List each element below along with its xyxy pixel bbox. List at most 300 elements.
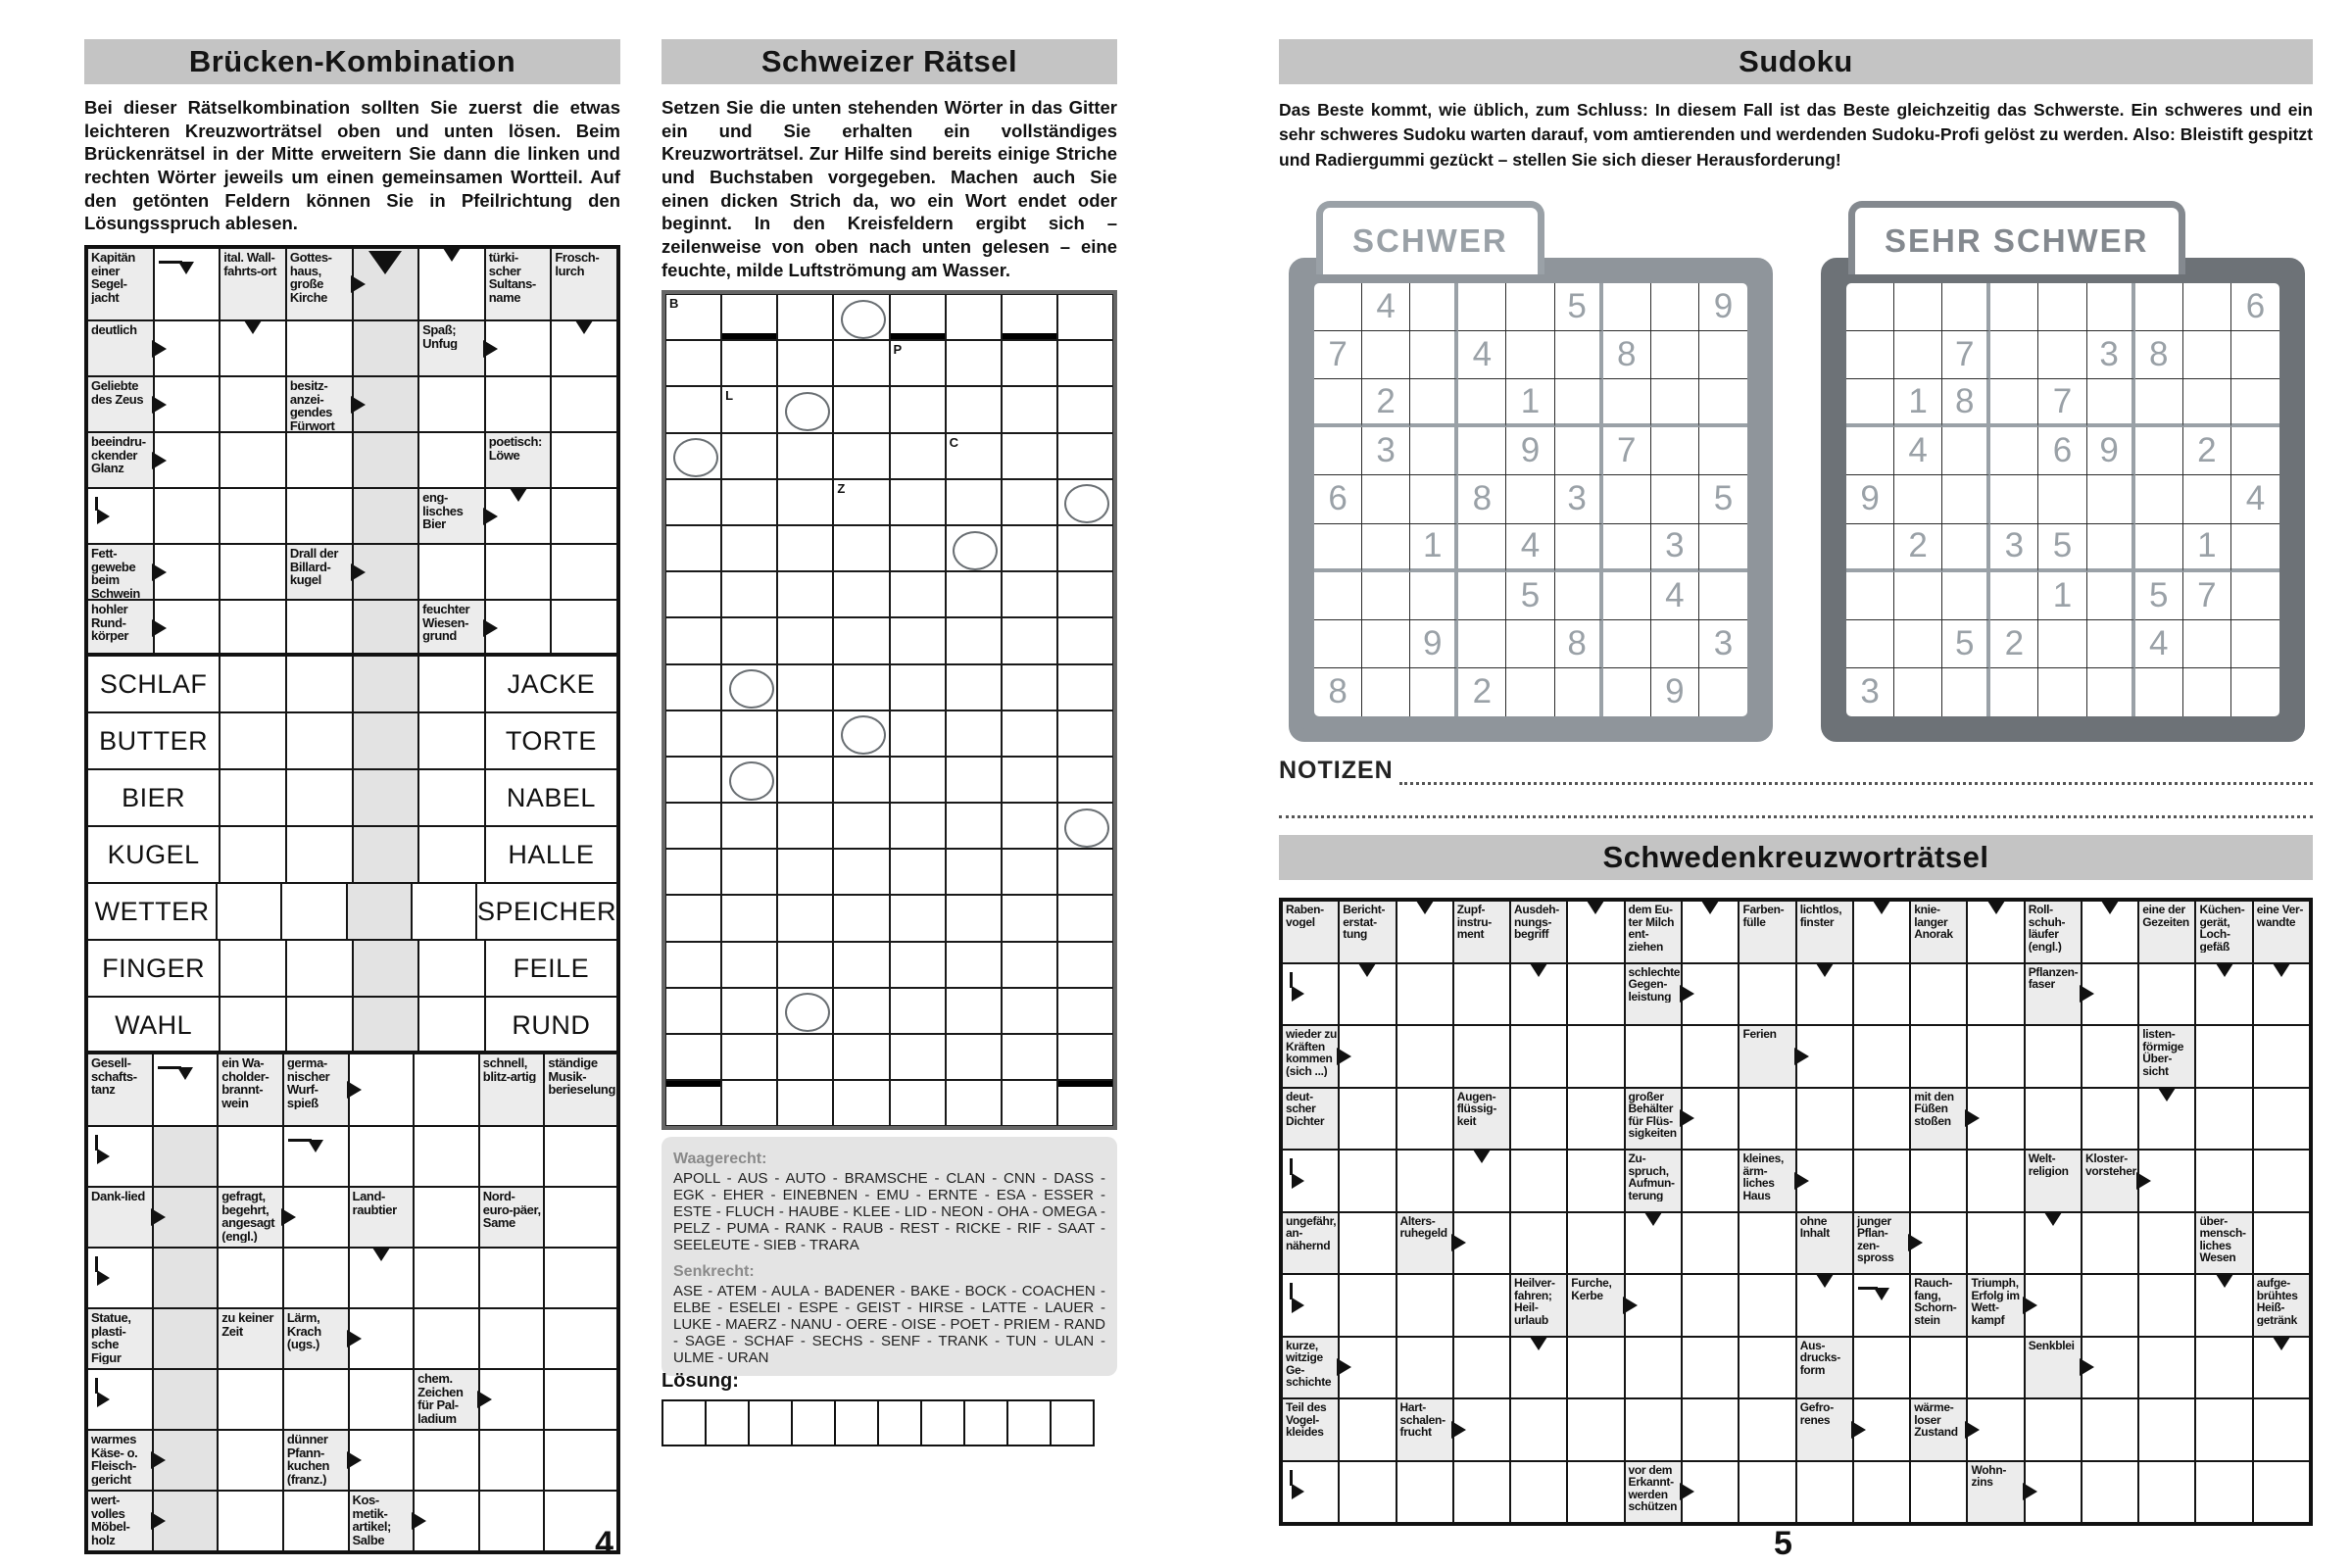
- fill-in-cell[interactable]: [665, 433, 721, 479]
- answer-cell[interactable]: [1853, 1025, 1910, 1088]
- bridge-cell[interactable]: [418, 712, 485, 769]
- fill-in-cell[interactable]: [1002, 294, 1057, 340]
- fill-in-cell[interactable]: [946, 664, 1002, 710]
- fill-in-cell[interactable]: [890, 340, 946, 386]
- fill-in-cell[interactable]: [890, 849, 946, 895]
- answer-cell[interactable]: [153, 1369, 219, 1430]
- sudoku-empty-cell[interactable]: [1894, 572, 1942, 620]
- sudoku-empty-cell[interactable]: [1651, 620, 1699, 668]
- fill-in-cell[interactable]: [721, 433, 777, 479]
- answer-cell[interactable]: [2195, 963, 2252, 1026]
- answer-cell[interactable]: [1853, 1337, 1910, 1399]
- sudoku-empty-cell[interactable]: [1410, 283, 1458, 331]
- fill-in-cell[interactable]: [777, 1080, 833, 1126]
- answer-cell[interactable]: [1567, 1150, 1624, 1212]
- sudoku-empty-cell[interactable]: [1894, 283, 1942, 331]
- answer-cell[interactable]: [1967, 1025, 2024, 1088]
- answer-cell[interactable]: [87, 1126, 153, 1187]
- answer-cell[interactable]: [1853, 901, 1910, 963]
- fill-in-cell[interactable]: [833, 617, 889, 663]
- fill-in-cell[interactable]: [890, 479, 946, 525]
- fill-in-cell[interactable]: [1002, 340, 1057, 386]
- fill-in-cell[interactable]: [1057, 525, 1113, 571]
- answer-cell[interactable]: [414, 1248, 479, 1308]
- solution-letter-box[interactable]: [834, 1399, 880, 1446]
- sudoku-empty-cell[interactable]: [1314, 379, 1362, 427]
- solution-letter-box[interactable]: [877, 1399, 923, 1446]
- sudoku-empty-cell[interactable]: [2231, 572, 2279, 620]
- answer-cell[interactable]: [479, 1248, 545, 1308]
- sudoku-empty-cell[interactable]: [2231, 331, 2279, 379]
- sudoku-empty-cell[interactable]: [2135, 427, 2183, 475]
- answer-cell[interactable]: [544, 1187, 617, 1248]
- fill-in-cell[interactable]: [890, 1034, 946, 1080]
- answer-cell[interactable]: [2138, 1337, 2195, 1399]
- answer-cell[interactable]: [2253, 1088, 2310, 1151]
- sudoku-empty-cell[interactable]: [2038, 620, 2086, 668]
- sudoku-empty-cell[interactable]: [1410, 668, 1458, 716]
- answer-cell[interactable]: [1910, 1150, 1967, 1212]
- answer-cell[interactable]: [2253, 1337, 2310, 1399]
- answer-cell[interactable]: [551, 376, 617, 432]
- sudoku-empty-cell[interactable]: [1990, 572, 2038, 620]
- sudoku-empty-cell[interactable]: [1846, 331, 1894, 379]
- answer-cell[interactable]: [2082, 1088, 2138, 1151]
- answer-cell[interactable]: [2138, 963, 2195, 1026]
- fill-in-cell[interactable]: [946, 942, 1002, 988]
- fill-in-cell[interactable]: [777, 386, 833, 432]
- sudoku-empty-cell[interactable]: [1990, 427, 2038, 475]
- sudoku-empty-cell[interactable]: [1555, 572, 1603, 620]
- answer-cell[interactable]: [1510, 1337, 1567, 1399]
- answer-cell[interactable]: [479, 1430, 545, 1491]
- answer-cell[interactable]: [2195, 1398, 2252, 1461]
- answer-cell[interactable]: [2138, 1212, 2195, 1275]
- sudoku-empty-cell[interactable]: [2038, 331, 2086, 379]
- solution-letter-box[interactable]: [963, 1399, 1009, 1446]
- answer-cell[interactable]: [1339, 1088, 1396, 1151]
- sudoku-empty-cell[interactable]: [1603, 379, 1651, 427]
- bridge-cell[interactable]: [353, 769, 419, 826]
- answer-cell[interactable]: [1796, 963, 1853, 1026]
- fill-in-cell[interactable]: [777, 617, 833, 663]
- fill-in-cell[interactable]: [833, 849, 889, 895]
- fill-in-cell[interactable]: [833, 895, 889, 941]
- fill-in-cell[interactable]: [777, 849, 833, 895]
- answer-cell[interactable]: [2138, 1088, 2195, 1151]
- sudoku-empty-cell[interactable]: [1699, 572, 1747, 620]
- sudoku-empty-cell[interactable]: [1699, 668, 1747, 716]
- fill-in-cell[interactable]: [890, 757, 946, 803]
- fill-in-cell[interactable]: [1002, 479, 1057, 525]
- fill-in-cell[interactable]: [721, 294, 777, 340]
- bridge-cell[interactable]: [286, 656, 353, 712]
- answer-cell[interactable]: [1739, 1274, 1795, 1337]
- fill-in-cell[interactable]: [665, 757, 721, 803]
- fill-in-cell[interactable]: [777, 294, 833, 340]
- sudoku-empty-cell[interactable]: [1314, 283, 1362, 331]
- fill-in-cell[interactable]: [721, 1034, 777, 1080]
- answer-cell[interactable]: [1396, 963, 1453, 1026]
- fill-in-cell[interactable]: [890, 988, 946, 1034]
- fill-in-cell[interactable]: [777, 757, 833, 803]
- bridge-cell[interactable]: [286, 712, 353, 769]
- fill-in-cell[interactable]: [946, 849, 1002, 895]
- answer-cell[interactable]: [1282, 1461, 1339, 1524]
- answer-cell[interactable]: [2253, 1212, 2310, 1275]
- fill-in-cell[interactable]: [777, 803, 833, 849]
- bridge-cell[interactable]: [418, 769, 485, 826]
- fill-in-cell[interactable]: [665, 479, 721, 525]
- fill-in-cell[interactable]: [890, 1080, 946, 1126]
- answer-cell[interactable]: [2082, 1398, 2138, 1461]
- bridge-cell[interactable]: [220, 712, 286, 769]
- answer-cell[interactable]: [544, 1430, 617, 1491]
- sudoku-empty-cell[interactable]: [2231, 620, 2279, 668]
- fill-in-cell[interactable]: [721, 1080, 777, 1126]
- bridge-cell[interactable]: [220, 826, 286, 883]
- fill-in-cell[interactable]: [1002, 386, 1057, 432]
- sudoku-empty-cell[interactable]: [1458, 572, 1506, 620]
- notes-line[interactable]: [1279, 790, 2313, 818]
- sudoku-empty-cell[interactable]: [1603, 620, 1651, 668]
- sudoku-empty-cell[interactable]: [1651, 283, 1699, 331]
- sudoku-empty-cell[interactable]: [1410, 331, 1458, 379]
- fill-in-cell[interactable]: [1057, 803, 1113, 849]
- answer-cell[interactable]: [418, 432, 485, 488]
- sudoku-empty-cell[interactable]: [2135, 283, 2183, 331]
- fill-in-cell[interactable]: [833, 340, 889, 386]
- answer-cell[interactable]: [1453, 1150, 1510, 1212]
- answer-cell[interactable]: [1567, 1461, 1624, 1524]
- sudoku-empty-cell[interactable]: [1603, 668, 1651, 716]
- sudoku-empty-cell[interactable]: [1894, 475, 1942, 523]
- answer-cell[interactable]: [153, 1126, 219, 1187]
- fill-in-cell[interactable]: [946, 988, 1002, 1034]
- fill-in-cell[interactable]: [721, 849, 777, 895]
- sudoku-empty-cell[interactable]: [2087, 379, 2135, 427]
- answer-cell[interactable]: [1967, 1212, 2024, 1275]
- sudoku-empty-cell[interactable]: [1555, 427, 1603, 475]
- answer-cell[interactable]: [1510, 963, 1567, 1026]
- sudoku-empty-cell[interactable]: [1699, 379, 1747, 427]
- sudoku-empty-cell[interactable]: [1506, 668, 1554, 716]
- answer-cell[interactable]: [544, 1126, 617, 1187]
- answer-cell[interactable]: [479, 1126, 545, 1187]
- fill-in-cell[interactable]: [946, 386, 1002, 432]
- sudoku-empty-cell[interactable]: [1555, 379, 1603, 427]
- bridge-cell[interactable]: [220, 656, 286, 712]
- sudoku-empty-cell[interactable]: [1314, 524, 1362, 572]
- fill-in-cell[interactable]: [890, 803, 946, 849]
- answer-cell[interactable]: [1396, 1461, 1453, 1524]
- fill-in-cell[interactable]: [721, 757, 777, 803]
- answer-cell[interactable]: [418, 544, 485, 600]
- sudoku-empty-cell[interactable]: [1458, 524, 1506, 572]
- sudoku-empty-cell[interactable]: [1506, 475, 1554, 523]
- fill-in-cell[interactable]: [1002, 757, 1057, 803]
- answer-cell[interactable]: [2253, 1150, 2310, 1212]
- answer-cell[interactable]: [1396, 1150, 1453, 1212]
- fill-in-cell[interactable]: [833, 710, 889, 757]
- sudoku-empty-cell[interactable]: [1603, 524, 1651, 572]
- sudoku-empty-cell[interactable]: [1458, 427, 1506, 475]
- answer-cell[interactable]: [1453, 1461, 1510, 1524]
- bridge-cell[interactable]: [220, 769, 286, 826]
- fill-in-cell[interactable]: [1057, 571, 1113, 617]
- fill-in-cell[interactable]: [777, 571, 833, 617]
- fill-in-cell[interactable]: [833, 525, 889, 571]
- fill-in-cell[interactable]: [665, 340, 721, 386]
- fill-in-cell[interactable]: [1057, 710, 1113, 757]
- fill-in-cell[interactable]: [1057, 988, 1113, 1034]
- answer-cell[interactable]: [1282, 1274, 1339, 1337]
- sudoku-empty-cell[interactable]: [2231, 379, 2279, 427]
- sudoku-empty-cell[interactable]: [1846, 620, 1894, 668]
- sudoku-empty-cell[interactable]: [1458, 379, 1506, 427]
- bridge-cell[interactable]: [418, 997, 485, 1054]
- answer-cell[interactable]: [1510, 1150, 1567, 1212]
- answer-cell[interactable]: [1510, 1088, 1567, 1151]
- bridge-cell[interactable]: [286, 826, 353, 883]
- answer-cell[interactable]: [220, 544, 286, 600]
- answer-cell[interactable]: [1682, 901, 1739, 963]
- answer-cell[interactable]: [283, 1248, 349, 1308]
- bridge-cell[interactable]: [418, 940, 485, 997]
- answer-cell[interactable]: [220, 488, 286, 544]
- bridge-cell[interactable]: [286, 997, 353, 1054]
- answer-cell[interactable]: [353, 432, 419, 488]
- fill-in-cell[interactable]: [833, 942, 889, 988]
- answer-cell[interactable]: [153, 1054, 219, 1126]
- answer-cell[interactable]: [1967, 1150, 2024, 1212]
- answer-cell[interactable]: [283, 1369, 349, 1430]
- answer-cell[interactable]: [2195, 1088, 2252, 1151]
- answer-cell[interactable]: [2253, 1025, 2310, 1088]
- answer-cell[interactable]: [349, 1248, 415, 1308]
- answer-cell[interactable]: [1339, 1461, 1396, 1524]
- answer-cell[interactable]: [479, 1491, 545, 1551]
- answer-cell[interactable]: [286, 600, 353, 656]
- answer-cell[interactable]: [2195, 1337, 2252, 1399]
- sudoku-empty-cell[interactable]: [2135, 668, 2183, 716]
- answer-cell[interactable]: [479, 1308, 545, 1369]
- answer-cell[interactable]: [414, 1126, 479, 1187]
- answer-cell[interactable]: [286, 488, 353, 544]
- answer-cell[interactable]: [2253, 963, 2310, 1026]
- bridge-cell[interactable]: [412, 883, 476, 940]
- fill-in-cell[interactable]: [1057, 617, 1113, 663]
- answer-cell[interactable]: [414, 1187, 479, 1248]
- fill-in-cell[interactable]: [1057, 433, 1113, 479]
- bridge-cell[interactable]: [220, 940, 286, 997]
- answer-cell[interactable]: [349, 1126, 415, 1187]
- fill-in-cell[interactable]: [1002, 942, 1057, 988]
- answer-cell[interactable]: [544, 1248, 617, 1308]
- solution-letter-box[interactable]: [791, 1399, 837, 1446]
- fill-in-cell[interactable]: [721, 988, 777, 1034]
- answer-cell[interactable]: [2082, 1025, 2138, 1088]
- fill-in-cell[interactable]: [1057, 849, 1113, 895]
- solution-letter-box[interactable]: [1006, 1399, 1053, 1446]
- answer-cell[interactable]: [1739, 1337, 1795, 1399]
- fill-in-cell[interactable]: [890, 895, 946, 941]
- bridge-cell[interactable]: [220, 997, 286, 1054]
- answer-cell[interactable]: [551, 432, 617, 488]
- answer-cell[interactable]: [1853, 1461, 1910, 1524]
- answer-cell[interactable]: [2025, 1398, 2082, 1461]
- fill-in-cell[interactable]: [833, 664, 889, 710]
- answer-cell[interactable]: [1910, 963, 1967, 1026]
- answer-cell[interactable]: [1625, 1337, 1683, 1399]
- sudoku-empty-cell[interactable]: [1362, 331, 1410, 379]
- bridge-cell[interactable]: [353, 940, 419, 997]
- bridge-cell[interactable]: [286, 769, 353, 826]
- answer-cell[interactable]: [544, 1308, 617, 1369]
- fill-in-cell[interactable]: [665, 386, 721, 432]
- answer-cell[interactable]: [1339, 1274, 1396, 1337]
- answer-cell[interactable]: [1339, 963, 1396, 1026]
- answer-cell[interactable]: [349, 1369, 415, 1430]
- answer-cell[interactable]: [1396, 1088, 1453, 1151]
- answer-cell[interactable]: [1910, 1461, 1967, 1524]
- sudoku-empty-cell[interactable]: [1942, 668, 1990, 716]
- sudoku-empty-cell[interactable]: [1651, 427, 1699, 475]
- sudoku-empty-cell[interactable]: [1314, 427, 1362, 475]
- sudoku-empty-cell[interactable]: [1458, 620, 1506, 668]
- bridge-cell[interactable]: [353, 997, 419, 1054]
- sudoku-empty-cell[interactable]: [2087, 283, 2135, 331]
- sudoku-empty-cell[interactable]: [2087, 524, 2135, 572]
- answer-cell[interactable]: [1796, 1274, 1853, 1337]
- fill-in-cell[interactable]: [890, 294, 946, 340]
- fill-in-cell[interactable]: [890, 525, 946, 571]
- answer-cell[interactable]: [1282, 1150, 1339, 1212]
- sudoku-empty-cell[interactable]: [1410, 379, 1458, 427]
- sudoku-empty-cell[interactable]: [1846, 379, 1894, 427]
- fill-in-cell[interactable]: [946, 757, 1002, 803]
- sudoku-empty-cell[interactable]: [1651, 475, 1699, 523]
- answer-cell[interactable]: [220, 600, 286, 656]
- answer-cell[interactable]: [1853, 1274, 1910, 1337]
- answer-cell[interactable]: [544, 1369, 617, 1430]
- answer-cell[interactable]: [353, 600, 419, 656]
- fill-in-cell[interactable]: [721, 664, 777, 710]
- fill-in-cell[interactable]: [890, 433, 946, 479]
- sudoku-empty-cell[interactable]: [1410, 572, 1458, 620]
- answer-cell[interactable]: [2082, 901, 2138, 963]
- fill-in-cell[interactable]: [777, 525, 833, 571]
- answer-cell[interactable]: [87, 1248, 153, 1308]
- answer-cell[interactable]: [2025, 1088, 2082, 1151]
- answer-cell[interactable]: [2195, 1461, 2252, 1524]
- sudoku-empty-cell[interactable]: [1990, 331, 2038, 379]
- sudoku-empty-cell[interactable]: [1990, 668, 2038, 716]
- sudoku-empty-cell[interactable]: [1990, 379, 2038, 427]
- fill-in-cell[interactable]: [721, 895, 777, 941]
- sudoku-empty-cell[interactable]: [1410, 475, 1458, 523]
- fill-in-cell[interactable]: [1057, 757, 1113, 803]
- answer-cell[interactable]: [286, 432, 353, 488]
- answer-cell[interactable]: [1625, 1212, 1683, 1275]
- fill-in-cell[interactable]: [946, 1034, 1002, 1080]
- answer-cell[interactable]: [1339, 1398, 1396, 1461]
- fill-in-cell[interactable]: [665, 849, 721, 895]
- answer-cell[interactable]: [1739, 1398, 1795, 1461]
- sudoku-empty-cell[interactable]: [1362, 668, 1410, 716]
- fill-in-cell[interactable]: [1002, 1080, 1057, 1126]
- answer-cell[interactable]: [1453, 1025, 1510, 1088]
- fill-in-cell[interactable]: [833, 479, 889, 525]
- answer-cell[interactable]: [220, 376, 286, 432]
- bridge-cell[interactable]: [347, 883, 412, 940]
- answer-cell[interactable]: [1567, 1337, 1624, 1399]
- answer-cell[interactable]: [1739, 1461, 1795, 1524]
- answer-cell[interactable]: [1910, 1337, 1967, 1399]
- sudoku-empty-cell[interactable]: [1894, 331, 1942, 379]
- answer-cell[interactable]: [1453, 1274, 1510, 1337]
- answer-cell[interactable]: [1853, 1150, 1910, 1212]
- fill-in-cell[interactable]: [721, 710, 777, 757]
- sudoku-empty-cell[interactable]: [2183, 331, 2231, 379]
- sudoku-empty-cell[interactable]: [1506, 620, 1554, 668]
- fill-in-cell[interactable]: [946, 710, 1002, 757]
- fill-in-cell[interactable]: [665, 895, 721, 941]
- fill-in-cell[interactable]: [777, 479, 833, 525]
- sudoku-empty-cell[interactable]: [2038, 283, 2086, 331]
- sudoku-empty-cell[interactable]: [2135, 475, 2183, 523]
- fill-in-cell[interactable]: [946, 895, 1002, 941]
- fill-in-cell[interactable]: [833, 294, 889, 340]
- fill-in-cell[interactable]: [1002, 617, 1057, 663]
- sudoku-empty-cell[interactable]: [1894, 668, 1942, 716]
- answer-cell[interactable]: [485, 376, 552, 432]
- fill-in-cell[interactable]: [1057, 340, 1113, 386]
- fill-in-cell[interactable]: [721, 803, 777, 849]
- answer-cell[interactable]: [353, 488, 419, 544]
- answer-cell[interactable]: [1567, 1025, 1624, 1088]
- sudoku-empty-cell[interactable]: [1942, 475, 1990, 523]
- sudoku-empty-cell[interactable]: [2231, 668, 2279, 716]
- sudoku-empty-cell[interactable]: [2135, 379, 2183, 427]
- sudoku-empty-cell[interactable]: [1699, 331, 1747, 379]
- fill-in-cell[interactable]: [721, 479, 777, 525]
- fill-in-cell[interactable]: [665, 525, 721, 571]
- fill-in-cell[interactable]: [721, 525, 777, 571]
- answer-cell[interactable]: [1682, 1398, 1739, 1461]
- fill-in-cell[interactable]: [946, 525, 1002, 571]
- bridge-cell[interactable]: [217, 883, 281, 940]
- bridge-cell[interactable]: [353, 712, 419, 769]
- answer-cell[interactable]: [1682, 1274, 1739, 1337]
- fill-in-cell[interactable]: [890, 942, 946, 988]
- answer-cell[interactable]: [1396, 1274, 1453, 1337]
- sudoku-empty-cell[interactable]: [2038, 668, 2086, 716]
- sudoku-empty-cell[interactable]: [1846, 572, 1894, 620]
- answer-cell[interactable]: [1796, 1461, 1853, 1524]
- fill-in-cell[interactable]: [946, 433, 1002, 479]
- answer-cell[interactable]: [1967, 963, 2024, 1026]
- answer-cell[interactable]: [1510, 1461, 1567, 1524]
- answer-cell[interactable]: [220, 432, 286, 488]
- fill-in-cell[interactable]: [890, 617, 946, 663]
- answer-cell[interactable]: [2025, 1025, 2082, 1088]
- answer-cell[interactable]: [2082, 1212, 2138, 1275]
- sudoku-empty-cell[interactable]: [1699, 427, 1747, 475]
- fill-in-cell[interactable]: [777, 1034, 833, 1080]
- answer-cell[interactable]: [551, 600, 617, 656]
- fill-in-cell[interactable]: [721, 340, 777, 386]
